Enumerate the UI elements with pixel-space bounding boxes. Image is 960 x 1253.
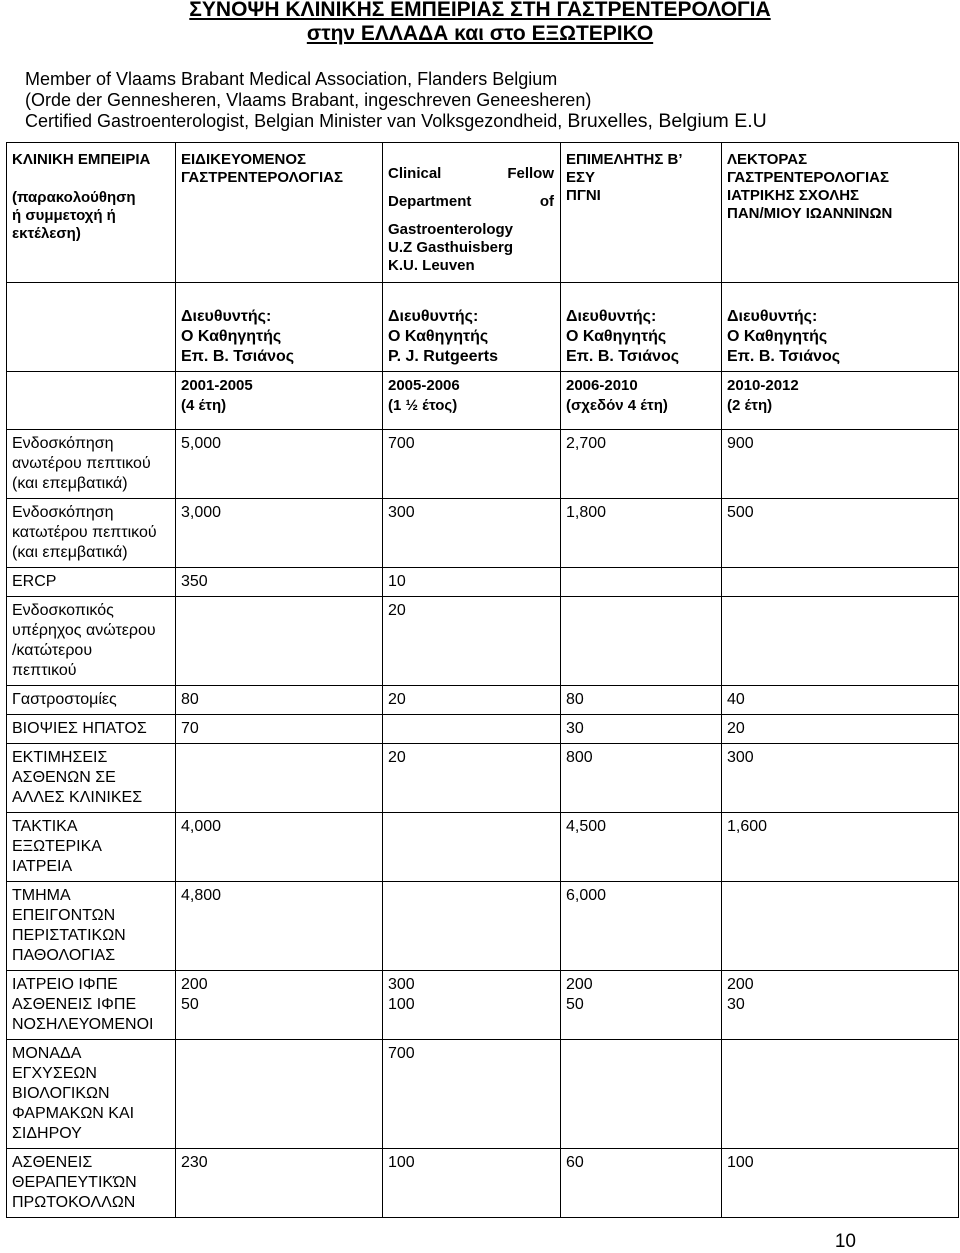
intro-line-3a: Certified Gastroenterologist, Belgian Minister van Volksgezondheid, — [25, 111, 563, 131]
table-row: Ενδοσκοπικός υπέρηχος ανώτερου /κατώτερου πεπτικού 20 — [7, 597, 959, 686]
intro-line-2: (Orde der Gennesheren, Vlaams Brabant, ingeschreven Geneesheren) — [25, 90, 592, 110]
table-header-row — [7, 143, 959, 283]
period-cell: 2001-2005 (4 έτη) — [176, 372, 383, 430]
experience-table — [6, 142, 959, 1218]
director-cell: Διευθυντής: Ο Καθηγητής Επ. Β. Τσιάνος — [176, 283, 383, 372]
director-cell: Διευθυντής: Ο Καθηγητής P. J. Rutgeerts — [383, 283, 561, 372]
table-row: Ενδοσκόπηση κατωτέρου πεπτικού (και επεμβατικά) 3,000 300 1,800 500 — [7, 499, 959, 568]
table-row: ΤΑΚΤΙΚΑ ΕΞΩΤΕΡΙΚΑ ΙΑΤΡΕΙΑ 4,000 4,500 1,600 — [7, 813, 959, 882]
period-cell: 2010-2012 (2 έτη) — [722, 372, 959, 430]
document-subtitle: στην ΕΛΛΑΔΑ και στο ΕΞΩΤΕΡΙΚΟ — [306, 22, 654, 45]
table-row: ΒΙΟΨΙΕΣ ΗΠΑΤΟΣ 70 30 20 — [7, 715, 959, 744]
document-title: ΣΥΝΟΨΗ ΚΛΙΝΙΚΗΣ ΕΜΠΕΙΡΙΑΣ ΣΤΗ ΓΑΣΤΡΕΝΤΕΡΟΛΟΓΙΑ — [189, 0, 771, 21]
header-col-fellow: Clinical Fellow Department of Gastroenterology U.Z Gasthuisberg K.U. Leuven — [383, 143, 561, 283]
intro-line-3 — [25, 111, 767, 132]
intro-line-1: Member of Vlaams Brabant Medical Association, Flanders Belgium — [25, 69, 558, 89]
intro-line-3b: Bruxelles, Belgium E.U — [567, 110, 767, 132]
intro-block — [25, 69, 767, 132]
table-row: ΜΟΝΑΔΑ ΕΓΧΥΣΕΩΝ ΒΙΟΛΟΓΙΚΩΝ ΦΑΡΜΑΚΩΝ ΚΑΙ ΣΙΔΗΡΟΥ 700 — [7, 1040, 959, 1149]
table-row: ERCP 350 10 — [7, 568, 959, 597]
table-row: Ενδοσκόπηση ανωτέρου πεπτικού (και επεμβατικά) 5,000 700 2,700 900 — [7, 430, 959, 499]
table-row: Γαστροστομίες 80 20 80 40 — [7, 686, 959, 715]
header-col-consultant: ΕΠΙΜΕΛΗΤΗΣ Β’ ΕΣΥ ΠΓΝΙ — [561, 143, 722, 283]
director-cell: Διευθυντής: Ο Καθηγητής Επ. Β. Τσιάνος — [722, 283, 959, 372]
header-col-experience: ΚΛΙΝΙΚΗ ΕΜΠΕΙΡΙΑ (παρακολούθηση ή συμμετοχή ή εκτέλεση) — [7, 143, 176, 283]
periods-row — [7, 372, 959, 430]
directors-row — [7, 283, 959, 372]
director-cell: Διευθυντής: Ο Καθηγητής Επ. Β. Τσιάνος — [561, 283, 722, 372]
table-row: ΕΚΤΙΜΗΣΕΙΣ ΑΣΘΕΝΩΝ ΣΕ ΑΛΛΕΣ ΚΛΙΝΙΚΕΣ 20 800 300 — [7, 744, 959, 813]
table-row: ΤΜΗΜΑ ΕΠΕΙΓΟΝΤΩΝ ΠΕΡΙΣΤΑΤΙΚΩΝ ΠΑΘΟΛΟΓΙΑΣ 4,800 6,000 — [7, 882, 959, 971]
header-col-resident: ΕΙΔΙΚΕΥΟΜΕΝΟΣ ΓΑΣΤΡΕΝΤΕΡΟΛΟΓΙΑΣ — [176, 143, 383, 283]
table-row: ΙΑΤΡΕΙΟ ΙΦΠΕ ΑΣΘΕΝΕΙΣ ΙΦΠΕ ΝΟΣΗΛΕΥΟΜΕΝΟΙ 200 50 300 100 200 50 200 30 — [7, 971, 959, 1040]
header-col-lecturer: ΛΕΚΤΟΡΑΣ ΓΑΣΤΡΕΝΤΕΡΟΛΟΓΙΑΣ ΙΑΤΡΙΚΗΣ ΣΧΟΛΗΣ ΠΑΝ/ΜΙΟΥ ΙΩΑΝΝΙΝΩΝ — [722, 143, 959, 283]
period-cell: 2006-2010 (σχεδόν 4 έτη) — [561, 372, 722, 430]
period-cell: 2005-2006 (1 ½ έτος) — [383, 372, 561, 430]
page-number: 10 — [834, 1231, 856, 1252]
table-row: ΑΣΘΕΝΕΙΣ ΘΕΡΑΠΕΥΤΙΚΏΝ ΠΡΩΤΟΚΟΛΛΩΝ 230 100 60 100 — [7, 1149, 959, 1218]
